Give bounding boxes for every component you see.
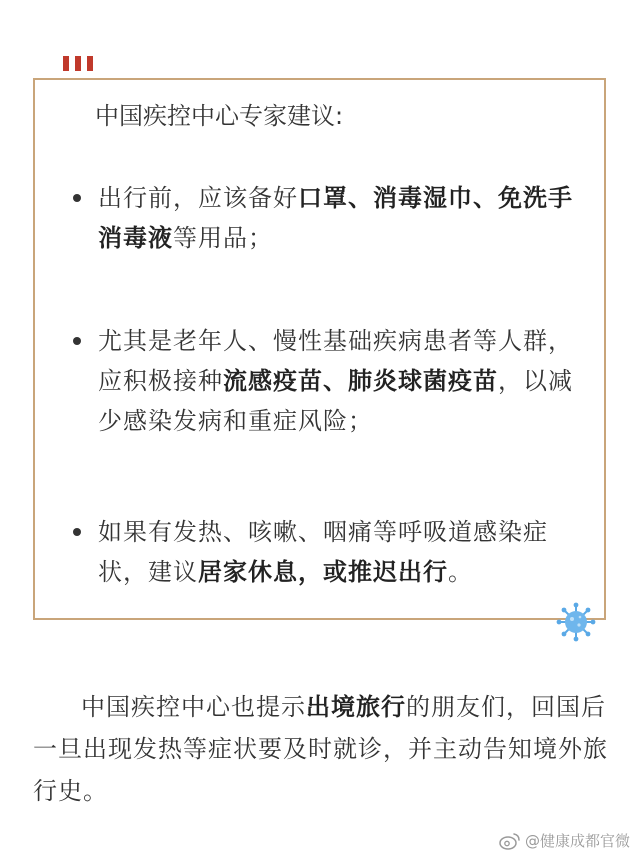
bullet-dot-icon [73,528,81,536]
advice-item-text [98,512,593,592]
watermark [499,830,630,851]
text-segment: 等用品； [173,224,273,252]
decorative-red-bars [63,56,93,71]
advice-item-2 [73,321,593,441]
advice-item-1 [73,178,593,258]
advice-item-3 [73,512,593,592]
travel-advice-paragraph [33,686,613,812]
bullet-dot-icon [73,337,81,345]
text-segment: 出行前，应该备好 [98,184,298,212]
text-segment: 尤其是老年人、慢性基础疾病患者等人群，应积极接种 [98,327,573,395]
watermark-text: @健康成都官微 [524,832,630,850]
text-segment: 的朋友们，回国后一旦出现发热等症状要及时就诊，并主动告知境外旅行史。 [33,693,608,805]
text-segment: 如果有发热、咳嗽、咽痛等呼吸道感染症状，建议 [98,518,548,586]
bullet-dot-icon [73,194,81,202]
text-segment: ，以减少感染发病和重症风险； [98,367,573,435]
virus-icon [556,602,596,642]
emphasis-text: 出境旅行 [306,693,406,721]
text-segment: 中国疾控中心也提示 [81,693,306,721]
emphasis-text: 流感疫苗、肺炎球菌疫苗 [223,367,498,395]
text-segment: 。 [448,558,473,586]
advice-item-text [98,321,593,441]
advice-item-text [98,178,593,258]
box-title: 中国疾控中心专家建议: [95,102,344,130]
emphasis-text: 口罩、消毒湿巾、免洗手消毒液 [98,184,573,252]
weibo-icon [499,832,521,850]
emphasis-text: 居家休息，或推迟出行 [198,558,448,586]
